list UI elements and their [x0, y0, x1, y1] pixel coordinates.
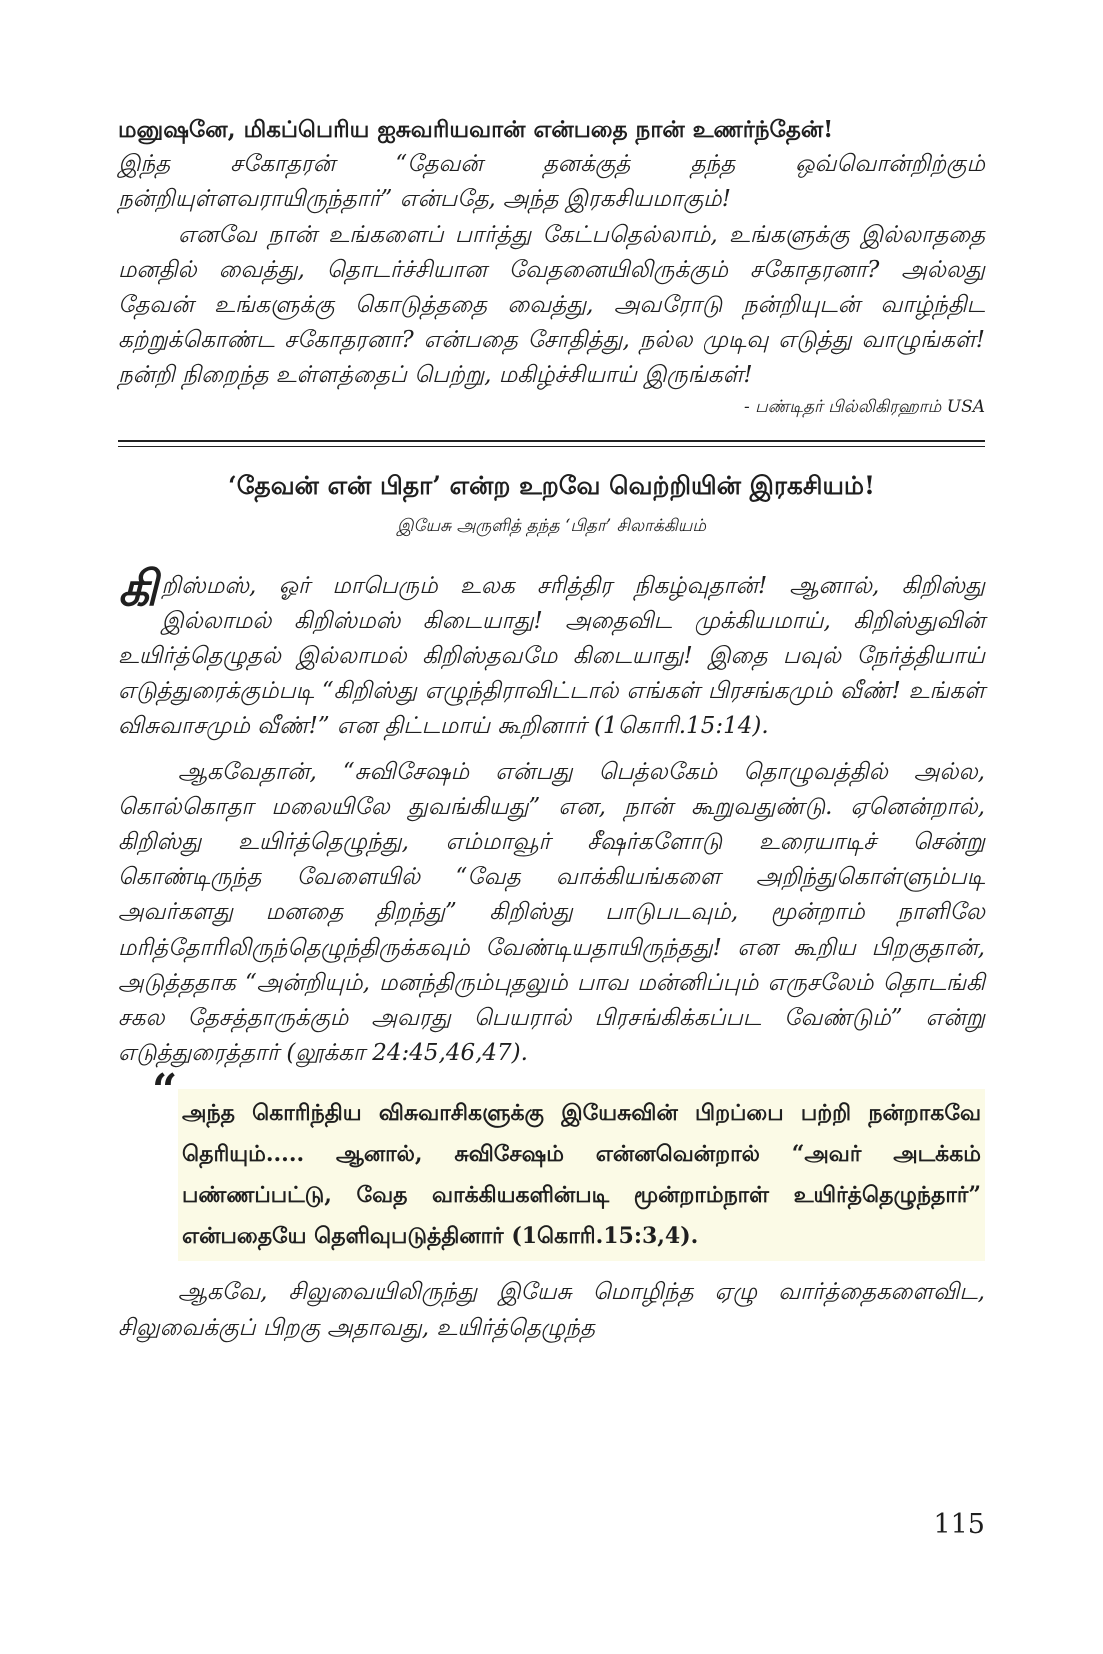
- article-paragraph-2: ஆகவேதான், “சுவிசேஷம் என்பது பெத்லகேம் தொழுவத்தில் அல்ல, கொல்கொதா மலையிலே துவங்கியது” என, நான் கூறுவதுண்டு. ஏனென்றால், கிறிஸ்து உயிர்த்தெழுந்து, எம்மாவூர் சீஷர்களோடு உரையாடிச் சென்று கொண்டிருந்த வேளையில் “வேத வாக்கியங்களை அறிந்துகொள்ளும்படி அவர்களது மனதை திறந்து” கிறிஸ்து பாடுபடவும், மூன்றாம் நாளிலே மரித்தோரிலிருந்தெழுந்திருக்கவும் வேண்டியதாயிருந்தது! என கூறிய பிறகுதான், அடுத்ததாக “அன்றியும், மனந்திரும்புதலும் பாவ மன்னிப்பும் எருசலேம் தொடங்கி சகல தேசத்தாருக்கும் அவரது பெயரால் பிரசங்கிக்கப்பட வேண்டும்” என்று எடுத்துரைத்தார் (லூக்கா 24:45,46,47).: [118, 758, 985, 1067]
- article-subtitle: இயேசு அருளித் தந்த ‘பிதா’ சிலாக்கியம்: [396, 515, 707, 536]
- page-number: 115: [933, 1509, 985, 1540]
- quote-mark-icon: “: [152, 1065, 178, 1117]
- closing-paragraph: எனவே நான் உங்களைப் பார்த்து கேட்பதெல்லாம், உங்களுக்கு இல்லாததை மனதில் வைத்து, தொடர்ச்சியான வேதனையிலிருக்கும் சகோதரனா? அல்லது தேவன் உங்களுக்கு கொடுத்ததை வைத்து, அவரோடு நன்றியுடன் வாழ்ந்திட கற்றுக்கொண்ட சகோதரனா? என்பதை சோதித்து, நல்ல முடிவு எடுத்து வாழுங்கள்! நன்றி நிறைந்த உள்ளத்தைப் பெற்று, மகிழ்ச்சியாய் இருங்கள்!: [118, 221, 985, 389]
- article-paragraph-3: ஆகவே, சிலுவையிலிருந்து இயேசு மொழிந்த ஏழு வார்த்தைகளைவிட, சிலுவைக்குப் பிறகு அதாவது, உயிர்த்தெழுந்த: [118, 1279, 985, 1341]
- section-divider-thin: [118, 446, 985, 447]
- pull-quote: [152, 1065, 985, 1261]
- article-paragraph-1: [118, 560, 985, 745]
- intro-italic-text: இந்த சகோதரன் “தேவன் தனக்குத் தந்த ஒவ்வொன்றிற்கும் நன்றியுள்ளவராயிருந்தார்” என்பதே, அந்த இரகசியமாகும்!: [118, 151, 985, 213]
- section-divider-thick: [118, 440, 985, 442]
- drop-cap: கி: [118, 560, 158, 617]
- pull-quote-text: அந்த கொரிந்திய விசுவாசிகளுக்கு இயேசுவின் பிறப்பை பற்றி நன்றாகவே தெரியும்..... ஆனால், சுவிசேஷம் என்னவென்றால் “அவர் அடக்கம் பண்ணப்பட்டு, வேத வாக்கியகளின்படி மூன்றாம்நாள் உயிர்த்தெழுந்தார்” என்பதையே தெளிவுபடுத்தினார் (1கொரி.15:3,4).: [178, 1089, 985, 1261]
- article-paragraph-1-text: றிஸ்மஸ், ஓர் மாபெரும் உலக சரித்திர நிகழ்வுதான்! ஆனால், கிறிஸ்து இல்லாமல் கிறிஸ்மஸ் கிடையாது! அதைவிட முக்கியமாய், கிறிஸ்துவின் உயிர்த்தெழுதல் இல்லாமல் கிறிஸ்தவமே கிடையாது! இதை பவுல் நேர்த்தியாய் எடுத்துரைக்கும்படி “கிறிஸ்து எழுந்திராவிட்டால் எங்கள் பிரசங்கமும் வீண்! உங்கள் விசுவாசமும் வீண்!” என திட்டமாய் கூறினார் (1கொரி.15:14).: [118, 572, 985, 740]
- article-title: ‘தேவன் என் பிதா’ என்ற உறவே வெற்றியின் இரகசியம்!: [227, 470, 875, 500]
- intro-bold-line: மனுஷனே, மிகப்பெரிய ஐசுவரியவான் என்பதை நான் உணர்ந்தேன்!: [118, 116, 834, 143]
- author-signature: - பண்டிதர் பில்லிகிரஹாம் USA: [743, 396, 985, 417]
